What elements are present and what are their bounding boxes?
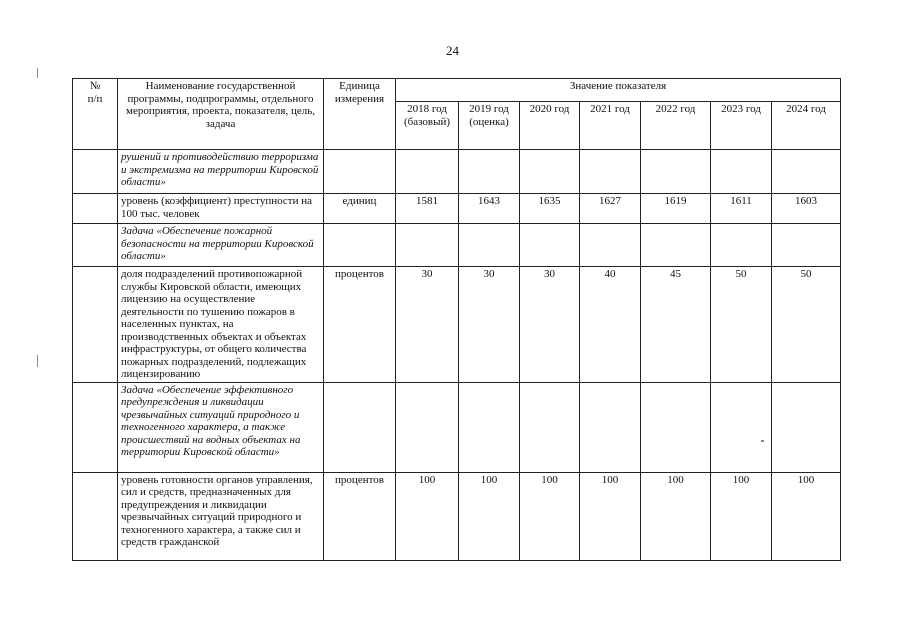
indicator-table	[72, 78, 841, 561]
header-value-group: Значение показателя	[396, 79, 841, 102]
table-row	[73, 472, 841, 560]
indicator-name: уровень готовности органов управления, сил и средств, предназначенных для предупреждения и ликвидации чрезвычайных ситуаций природного и техногенного характера, а также сил и средств гражданской	[118, 472, 324, 560]
row-num-cell	[73, 267, 118, 383]
value-cell: 100	[459, 472, 520, 560]
value-cell	[520, 224, 580, 267]
scan-mark	[37, 68, 38, 78]
value-cell	[396, 150, 459, 194]
value-cell	[580, 224, 641, 267]
value-cell	[772, 150, 841, 194]
header-year: 2021 год	[580, 102, 641, 150]
value-cell: 1611	[711, 194, 772, 224]
value-cell: 1643	[459, 194, 520, 224]
task-name: рушений и противодействию терроризма и экстремизма на территории Кировской области»	[118, 150, 324, 194]
unit-cell	[324, 382, 396, 472]
row-num-cell	[73, 472, 118, 560]
unit-cell: процентов	[324, 472, 396, 560]
task-name: Задача «Обеспечение пожарной безопасности на территории Кировской области»	[118, 224, 324, 267]
value-cell	[772, 224, 841, 267]
row-num-cell	[73, 382, 118, 472]
value-cell	[396, 224, 459, 267]
unit-cell	[324, 224, 396, 267]
header-unit: Единица измерения	[324, 79, 396, 150]
row-num-cell	[73, 194, 118, 224]
value-cell	[580, 382, 641, 472]
header-year: 2023 год	[711, 102, 772, 150]
header-row	[73, 79, 841, 102]
value-cell	[641, 150, 711, 194]
indicator-name: доля подразделений противопожарной службы Кировской области, имеющих лицензию на осуществление деятельности по тушению пожаров в населенных пунктах, на производственных объектах и объектах инфраструктуры, от общего количества пожарных подразделений, подлежащих лицензированию	[118, 267, 324, 383]
unit-cell: единиц	[324, 194, 396, 224]
value-cell: 100	[641, 472, 711, 560]
value-cell: 30	[520, 267, 580, 383]
value-cell: 1619	[641, 194, 711, 224]
value-cell: 40	[580, 267, 641, 383]
value-cell	[459, 224, 520, 267]
value-cell: 30	[459, 267, 520, 383]
value-cell	[520, 150, 580, 194]
header-year: 2024 год	[772, 102, 841, 150]
scan-mark	[37, 355, 38, 367]
value-cell	[711, 382, 772, 472]
header-year: 2022 год	[641, 102, 711, 150]
header-year: 2020 год	[520, 102, 580, 150]
value-cell: 50	[772, 267, 841, 383]
header-year: 2018 год (базовый)	[396, 102, 459, 150]
unit-cell: процентов	[324, 267, 396, 383]
value-cell: 1581	[396, 194, 459, 224]
value-cell	[641, 382, 711, 472]
row-num-cell	[73, 224, 118, 267]
indicator-name: уровень (коэффициент) преступности на 100 тыс. человек	[118, 194, 324, 224]
value-cell	[459, 150, 520, 194]
header-name: Наименование государственной программы, подпрограммы, отдельного мероприятия, проекта, показателя, цель, задача	[118, 79, 324, 150]
value-cell: 100	[396, 472, 459, 560]
value-cell: 30	[396, 267, 459, 383]
value-cell: 100	[520, 472, 580, 560]
header-year: 2019 год (оценка)	[459, 102, 520, 150]
value-cell: 1627	[580, 194, 641, 224]
task-name: Задача «Обеспечение эффективного предупреждения и ликвидации чрезвычайных ситуаций природного и техногенного характера, а также происшествий на водных объектах на территории Кировской области»	[118, 382, 324, 472]
value-cell: 100	[580, 472, 641, 560]
unit-cell	[324, 150, 396, 194]
value-cell	[772, 382, 841, 472]
value-cell	[711, 224, 772, 267]
row-num-cell	[73, 150, 118, 194]
value-cell: 100	[711, 472, 772, 560]
value-cell: 1603	[772, 194, 841, 224]
page-number: 24	[446, 43, 459, 58]
value-cell: 1635	[520, 194, 580, 224]
value-cell	[641, 224, 711, 267]
value-cell: 45	[641, 267, 711, 383]
table-row	[73, 267, 841, 383]
header-num: № п/п	[73, 79, 118, 150]
value-cell	[711, 150, 772, 194]
value-cell: 50	[711, 267, 772, 383]
value-cell: 100	[772, 472, 841, 560]
value-cell	[396, 382, 459, 472]
table-row	[73, 150, 841, 194]
value-cell	[520, 382, 580, 472]
value-cell	[459, 382, 520, 472]
table-row	[73, 382, 841, 472]
table-row	[73, 194, 841, 224]
table-row	[73, 224, 841, 267]
value-cell	[580, 150, 641, 194]
